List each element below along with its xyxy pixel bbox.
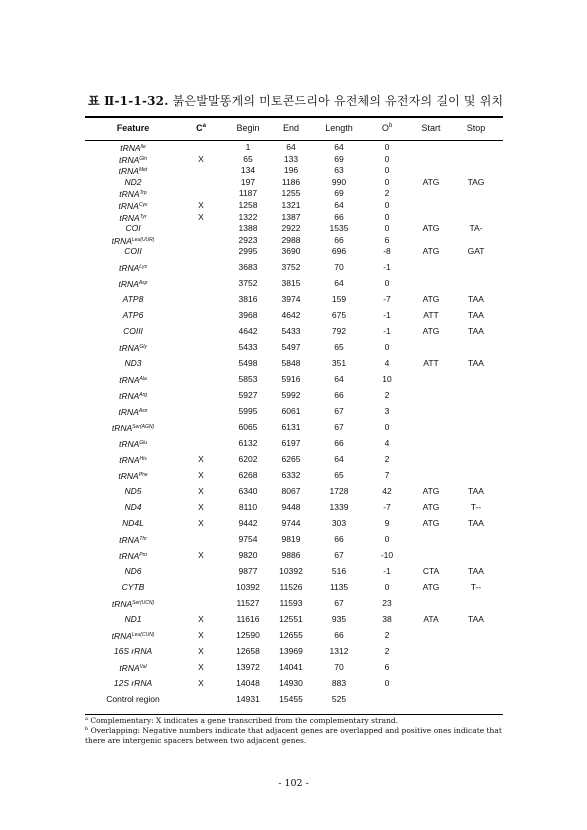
cell-begin: 3816 [238, 294, 258, 305]
cell-begin: 8110 [238, 502, 258, 513]
cell-o: 4 [384, 438, 390, 449]
cell-end: 11526 [279, 582, 303, 593]
cell-length: 351 [331, 358, 347, 369]
cell-end: 6197 [281, 438, 301, 449]
top-rule [85, 116, 503, 118]
cell-length: 69 [334, 188, 344, 199]
cell-begin: 9754 [238, 534, 258, 545]
cell-begin: 5995 [238, 406, 258, 417]
cell-begin: 6340 [238, 486, 258, 497]
cell-stop: TAA [468, 310, 484, 321]
feature-name: COI [125, 223, 141, 234]
feature-name: ND6 [124, 566, 142, 577]
cell-o: -1 [383, 326, 391, 337]
cell-o: 2 [384, 390, 390, 401]
cell-stop: T-- [470, 582, 482, 593]
cell-end: 15455 [279, 694, 303, 705]
cell-o: 10 [382, 374, 392, 385]
cell-end: 6265 [281, 454, 301, 465]
cell-begin: 10392 [236, 582, 260, 593]
feature-name: ND3 [124, 358, 142, 369]
cell-length: 303 [331, 518, 347, 529]
cell-length: 1728 [329, 486, 349, 497]
cell-c: X [198, 454, 204, 465]
cell-start: ATG [422, 326, 440, 337]
feature-name: tRNA$^{His}$ [119, 455, 147, 466]
cell-o: 6 [384, 234, 390, 245]
cell-end: 12655 [279, 630, 303, 641]
cell-o: 0 [384, 678, 390, 689]
cell-length: 883 [331, 678, 347, 689]
cell-length: 69 [334, 153, 344, 164]
cell-begin: 2923 [238, 234, 258, 245]
header-rule [85, 140, 503, 141]
cell-start: ATG [422, 518, 440, 529]
cell-stop: TAA [468, 326, 484, 337]
cell-begin: 1 [245, 142, 251, 152]
cell-end: 2988 [281, 234, 301, 245]
cell-start: ATG [422, 294, 440, 305]
cell-stop: TA- [469, 223, 483, 234]
cell-end: 196 [283, 165, 299, 176]
cell-length: 66 [334, 630, 344, 641]
cell-begin: 9820 [238, 550, 258, 561]
cell-length: 1339 [329, 502, 349, 513]
cell-o: 0 [384, 165, 390, 176]
header-complementary: $C^a$ [196, 123, 206, 133]
cell-begin: 14048 [236, 678, 260, 689]
cell-end: 14930 [279, 678, 303, 689]
footnote-b: $^b$ Overlapping: Negative numbers indicate that adjacent genes are overlapped and positive ones indicate that there are intergenic spacers between two adjacent genes. [85, 726, 502, 745]
cell-begin: 12658 [236, 646, 260, 657]
cell-start: ATG [422, 246, 440, 257]
cell-o: 2 [384, 630, 390, 641]
cell-length: 70 [334, 662, 344, 673]
feature-name: tRNA$^{Ser(UCN)}$ [111, 599, 155, 610]
cell-begin: 5433 [238, 342, 258, 353]
feature-name: tRNA$^{Asn}$ [118, 407, 148, 418]
cell-o: 0 [384, 422, 390, 433]
cell-length: 66 [334, 438, 344, 449]
cell-o: 38 [382, 614, 392, 625]
cell-start: ATG [422, 502, 440, 513]
cell-o: -1 [383, 310, 391, 321]
cell-c: X [198, 630, 204, 641]
cell-length: 516 [331, 566, 347, 577]
cell-c: X [198, 614, 204, 625]
cell-begin: 2995 [238, 246, 258, 257]
cell-o: 2 [384, 646, 390, 657]
cell-begin: 13972 [236, 662, 260, 673]
cell-begin: 5927 [238, 390, 258, 401]
cell-length: 66 [334, 211, 344, 222]
cell-c: X [198, 470, 204, 481]
cell-end: 2922 [281, 223, 301, 234]
cell-end: 14041 [279, 662, 303, 673]
cell-o: 0 [384, 211, 390, 222]
cell-begin: 5853 [238, 374, 258, 385]
header-length: Length [325, 123, 353, 133]
cell-o: 42 [382, 486, 392, 497]
cell-start: ATT [423, 358, 439, 369]
cell-begin: 6268 [238, 470, 258, 481]
feature-name: tRNA$^{Tyr}$ [119, 212, 147, 223]
cell-start: ATA [423, 614, 439, 625]
cell-o: 7 [384, 470, 390, 481]
cell-end: 64 [286, 142, 296, 152]
feature-name: tRNA$^{Glu}$ [118, 439, 148, 450]
cell-end: 9886 [281, 550, 301, 561]
feature-name: ND4L [122, 518, 144, 529]
feature-name: tRNA$^{Ile}$ [120, 143, 146, 153]
cell-end: 8067 [281, 486, 301, 497]
cell-begin: 5498 [238, 358, 258, 369]
cell-end: 5497 [281, 342, 301, 353]
caption-text: 붉은발말똥게의 미토콘드리아 유전체의 유전자의 길이 및 위치 [172, 94, 504, 108]
cell-begin: 12590 [236, 630, 260, 641]
cell-end: 133 [283, 153, 299, 164]
cell-begin: 14931 [236, 694, 260, 705]
cell-begin: 9877 [238, 566, 258, 577]
caption-label: 표 Ⅱ-1-1-32. [88, 94, 169, 108]
cell-length: 65 [334, 342, 344, 353]
cell-end: 5992 [281, 390, 301, 401]
cell-stop: TAA [468, 566, 484, 577]
cell-length: 64 [334, 278, 344, 289]
feature-name: tRNA$^{Val}$ [119, 663, 147, 674]
cell-length: 1135 [329, 582, 349, 593]
cell-o: 0 [384, 278, 390, 289]
cell-o: 0 [384, 200, 390, 210]
feature-name: ND5 [124, 486, 142, 497]
cell-c: X [198, 211, 204, 222]
feature-name: ATP8 [122, 294, 144, 305]
cell-length: 66 [334, 234, 344, 245]
cell-length: 65 [334, 470, 344, 481]
feature-name: tRNA$^{Asp}$ [118, 279, 148, 290]
cell-end: 3974 [281, 294, 301, 305]
cell-begin: 9442 [238, 518, 258, 529]
cell-begin: 1187 [238, 188, 258, 199]
feature-name: tRNA$^{Cys}$ [118, 201, 148, 211]
cell-o: 2 [384, 454, 390, 465]
cell-length: 159 [331, 294, 347, 305]
feature-name: tRNA$^{Trp}$ [119, 189, 147, 200]
feature-name: tRNA$^{Met}$ [118, 166, 148, 177]
cell-o: -8 [383, 246, 391, 257]
cell-begin: 1258 [238, 200, 258, 210]
cell-o: -7 [383, 502, 391, 513]
cell-end: 9819 [281, 534, 301, 545]
cell-begin: 1388 [238, 223, 258, 234]
feature-name: CYTB [121, 582, 145, 593]
table-caption [88, 92, 503, 109]
cell-o: 0 [384, 582, 390, 593]
cell-c: X [198, 678, 204, 689]
cell-o: -1 [383, 262, 391, 273]
feature-name: COII [124, 246, 142, 257]
cell-end: 3690 [281, 246, 301, 257]
cell-stop: TAG [467, 176, 485, 187]
feature-name: 16S rRNA [113, 646, 153, 657]
cell-length: 1535 [329, 223, 349, 234]
cell-begin: 6202 [238, 454, 258, 465]
header-end: End [282, 123, 299, 133]
cell-length: 525 [331, 694, 347, 705]
feature-name: tRNA$^{Lys}$ [118, 263, 147, 274]
cell-start: ATG [422, 582, 440, 593]
cell-end: 4642 [281, 310, 301, 321]
feature-name: ND4 [124, 502, 142, 513]
cell-end: 3815 [281, 278, 301, 289]
cell-length: 67 [334, 598, 344, 609]
feature-name: ND2 [124, 176, 142, 187]
cell-end: 3752 [281, 262, 301, 273]
cell-end: 1186 [281, 176, 301, 187]
cell-stop: TAA [468, 486, 484, 497]
cell-end: 6131 [281, 422, 301, 433]
feature-name: tRNA$^{Ser(AGN)}$ [111, 423, 155, 434]
cell-end: 10392 [279, 566, 303, 577]
feature-name: tRNA$^{Leu(UUR)}$ [111, 235, 155, 246]
cell-stop: GAT [467, 246, 485, 257]
cell-begin: 6132 [238, 438, 258, 449]
cell-length: 66 [334, 534, 344, 545]
cell-c: X [198, 662, 204, 673]
cell-end: 9448 [281, 502, 301, 513]
cell-end: 9744 [281, 518, 301, 529]
cell-o: 0 [384, 534, 390, 545]
cell-end: 1387 [281, 211, 301, 222]
cell-o: -1 [383, 566, 391, 577]
cell-end: 6332 [281, 470, 301, 481]
cell-length: 64 [334, 454, 344, 465]
cell-begin: 3968 [238, 310, 258, 321]
cell-length: 990 [331, 176, 347, 187]
cell-length: 66 [334, 390, 344, 401]
cell-o: 0 [384, 142, 390, 152]
cell-begin: 3683 [238, 262, 258, 273]
cell-c: X [198, 518, 204, 529]
feature-name: tRNA$^{Gly}$ [119, 343, 147, 354]
cell-start: CTA [422, 566, 440, 577]
cell-begin: 11527 [236, 598, 260, 609]
cell-length: 64 [334, 200, 344, 210]
cell-end: 13969 [279, 646, 303, 657]
cell-begin: 4642 [238, 326, 258, 337]
cell-start: ATT [423, 310, 439, 321]
feature-name: ND1 [124, 614, 142, 625]
cell-c: X [198, 153, 204, 164]
cell-end: 1255 [281, 188, 301, 199]
cell-o: 0 [384, 153, 390, 164]
header-stop: Stop [466, 123, 486, 133]
cell-length: 64 [334, 374, 344, 385]
cell-start: ATG [422, 223, 440, 234]
cell-o: 0 [384, 176, 390, 187]
feature-name: tRNA$^{Pro}$ [118, 551, 148, 562]
cell-begin: 3752 [238, 278, 258, 289]
cell-length: 63 [334, 165, 344, 176]
cell-length: 64 [334, 142, 344, 152]
header-begin: Begin [236, 123, 260, 133]
cell-end: 11593 [279, 598, 303, 609]
header-start: Start [421, 123, 441, 133]
cell-o: -10 [380, 550, 394, 561]
cell-o: 23 [382, 598, 392, 609]
cell-o: 4 [384, 358, 390, 369]
feature-name: tRNA$^{Leu(CUN)}$ [111, 631, 155, 642]
cell-end: 12551 [279, 614, 303, 625]
cell-length: 675 [331, 310, 347, 321]
cell-end: 6061 [281, 406, 301, 417]
cell-length: 67 [334, 422, 344, 433]
footnote-a: $^a$ Complementary: X indicates a gene transcribed from the complementary strand. [85, 716, 399, 725]
cell-stop: T-- [470, 502, 482, 513]
feature-name: 12S rRNA [113, 678, 153, 689]
cell-c: X [198, 200, 204, 210]
cell-o: 6 [384, 662, 390, 673]
cell-end: 1321 [281, 200, 301, 210]
cell-c: X [198, 550, 204, 561]
feature-name: tRNA$^{Gln}$ [118, 154, 148, 165]
cell-o: 3 [384, 406, 390, 417]
cell-length: 70 [334, 262, 344, 273]
cell-stop: TAA [468, 518, 484, 529]
cell-start: ATG [422, 486, 440, 497]
header-feature: Feature [116, 123, 150, 133]
feature-name: tRNA$^{Phe}$ [118, 471, 148, 482]
cell-c: X [198, 502, 204, 513]
cell-o: 9 [384, 518, 390, 529]
cell-c: X [198, 646, 204, 657]
cell-end: 5916 [281, 374, 301, 385]
feature-name: tRNA$^{Arg}$ [118, 391, 148, 402]
cell-length: 935 [331, 614, 347, 625]
page-number: - 102 - [278, 778, 309, 789]
cell-length: 1312 [329, 646, 349, 657]
cell-end: 5433 [281, 326, 301, 337]
cell-o: 0 [384, 223, 390, 234]
cell-begin: 11616 [236, 614, 260, 625]
cell-begin: 6065 [238, 422, 258, 433]
header-overlap: $O^b$ [381, 123, 393, 133]
cell-stop: TAA [468, 358, 484, 369]
cell-o: 0 [384, 342, 390, 353]
cell-c: X [198, 486, 204, 497]
cell-start: ATG [422, 176, 440, 187]
cell-length: 792 [331, 326, 347, 337]
cell-begin: 1322 [238, 211, 258, 222]
cell-stop: TAA [468, 294, 484, 305]
cell-o: 2 [384, 188, 390, 199]
feature-name: COIII [123, 326, 143, 337]
cell-stop: TAA [468, 614, 484, 625]
cell-o: -7 [383, 294, 391, 305]
cell-length: 67 [334, 550, 344, 561]
feature-name: ATP6 [122, 310, 144, 321]
cell-begin: 65 [243, 153, 253, 164]
cell-begin: 197 [240, 176, 256, 187]
feature-name: tRNA$^{Thr}$ [119, 535, 147, 546]
cell-end: 5848 [281, 358, 301, 369]
cell-length: 696 [331, 246, 347, 257]
feature-name: tRNA$^{Ala}$ [119, 375, 147, 386]
cell-length: 67 [334, 406, 344, 417]
feature-name: Control region [106, 694, 160, 705]
cell-begin: 134 [240, 165, 256, 176]
